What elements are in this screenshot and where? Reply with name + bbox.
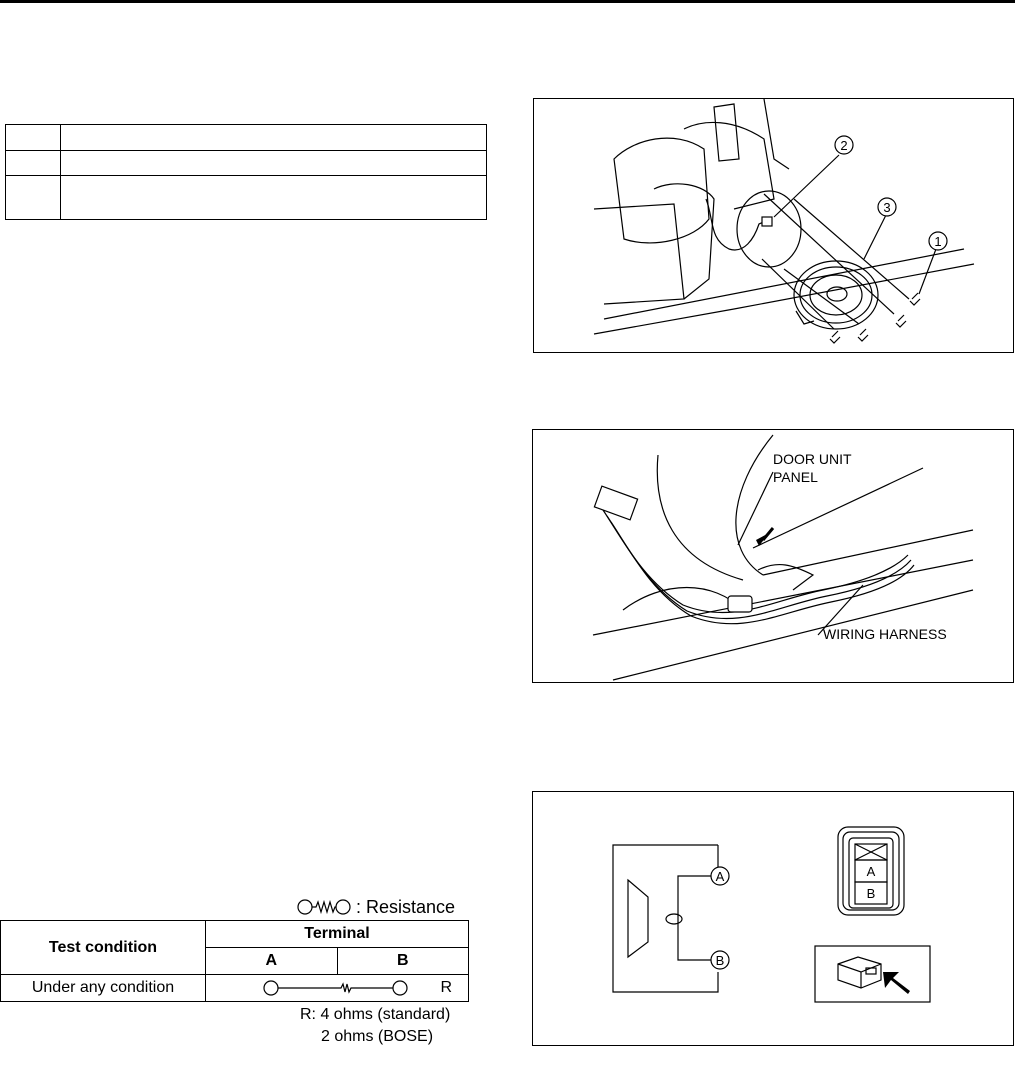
- resistance-connection-icon: [214, 976, 444, 1000]
- table-row: [6, 125, 487, 151]
- test-condition-header: Test condition: [1, 921, 206, 975]
- terminal-a-header: A: [206, 948, 338, 975]
- connector-b-label: B: [866, 886, 876, 901]
- resistance-note-standard: R: 4 ohms (standard): [300, 1006, 451, 1023]
- speaker-removal-illustration: [534, 99, 1013, 352]
- wiring-harness-figure: [532, 429, 1014, 683]
- door-unit-panel-label: DOOR UNIT: [773, 451, 852, 467]
- resistance-legend-text: : Resistance: [356, 896, 456, 917]
- condition-cell: Under any condition: [1, 975, 206, 1002]
- terminal-schematic: [533, 792, 1013, 1045]
- table-row: [6, 176, 487, 220]
- terminal-header: Terminal: [206, 921, 469, 948]
- callout-1-label: 1: [934, 234, 942, 249]
- wiring-harness-illustration: [533, 430, 1013, 682]
- resistance-test-table: [0, 920, 469, 1002]
- resistance-symbol-label: R: [440, 979, 452, 996]
- callout-3-label: 3: [883, 200, 891, 215]
- connector-a-label: A: [866, 864, 876, 879]
- wiring-harness-label: WIRING HARNESS: [823, 626, 947, 642]
- resistance-note-bose: 2 ohms (BOSE): [321, 1028, 434, 1045]
- terminal-a-label: A: [715, 869, 725, 884]
- arrow-icon: [883, 972, 910, 994]
- door-unit-panel-label-2: PANEL: [773, 469, 818, 485]
- table-row: [1, 975, 469, 1002]
- step-table: [5, 124, 487, 220]
- speaker-removal-figure: [533, 98, 1014, 353]
- terminal-diagram-figure: [532, 791, 1014, 1046]
- resistance-symbol-icon: [296, 897, 352, 917]
- table-row: [6, 151, 487, 176]
- page-header-rule: [0, 0, 1015, 3]
- terminal-b-label: B: [715, 953, 725, 968]
- callout-2-label: 2: [840, 138, 848, 153]
- measurement-cell: [206, 975, 469, 1002]
- resistance-legend: [296, 896, 455, 918]
- terminal-b-header: B: [337, 948, 469, 975]
- table-header-row: [1, 921, 469, 948]
